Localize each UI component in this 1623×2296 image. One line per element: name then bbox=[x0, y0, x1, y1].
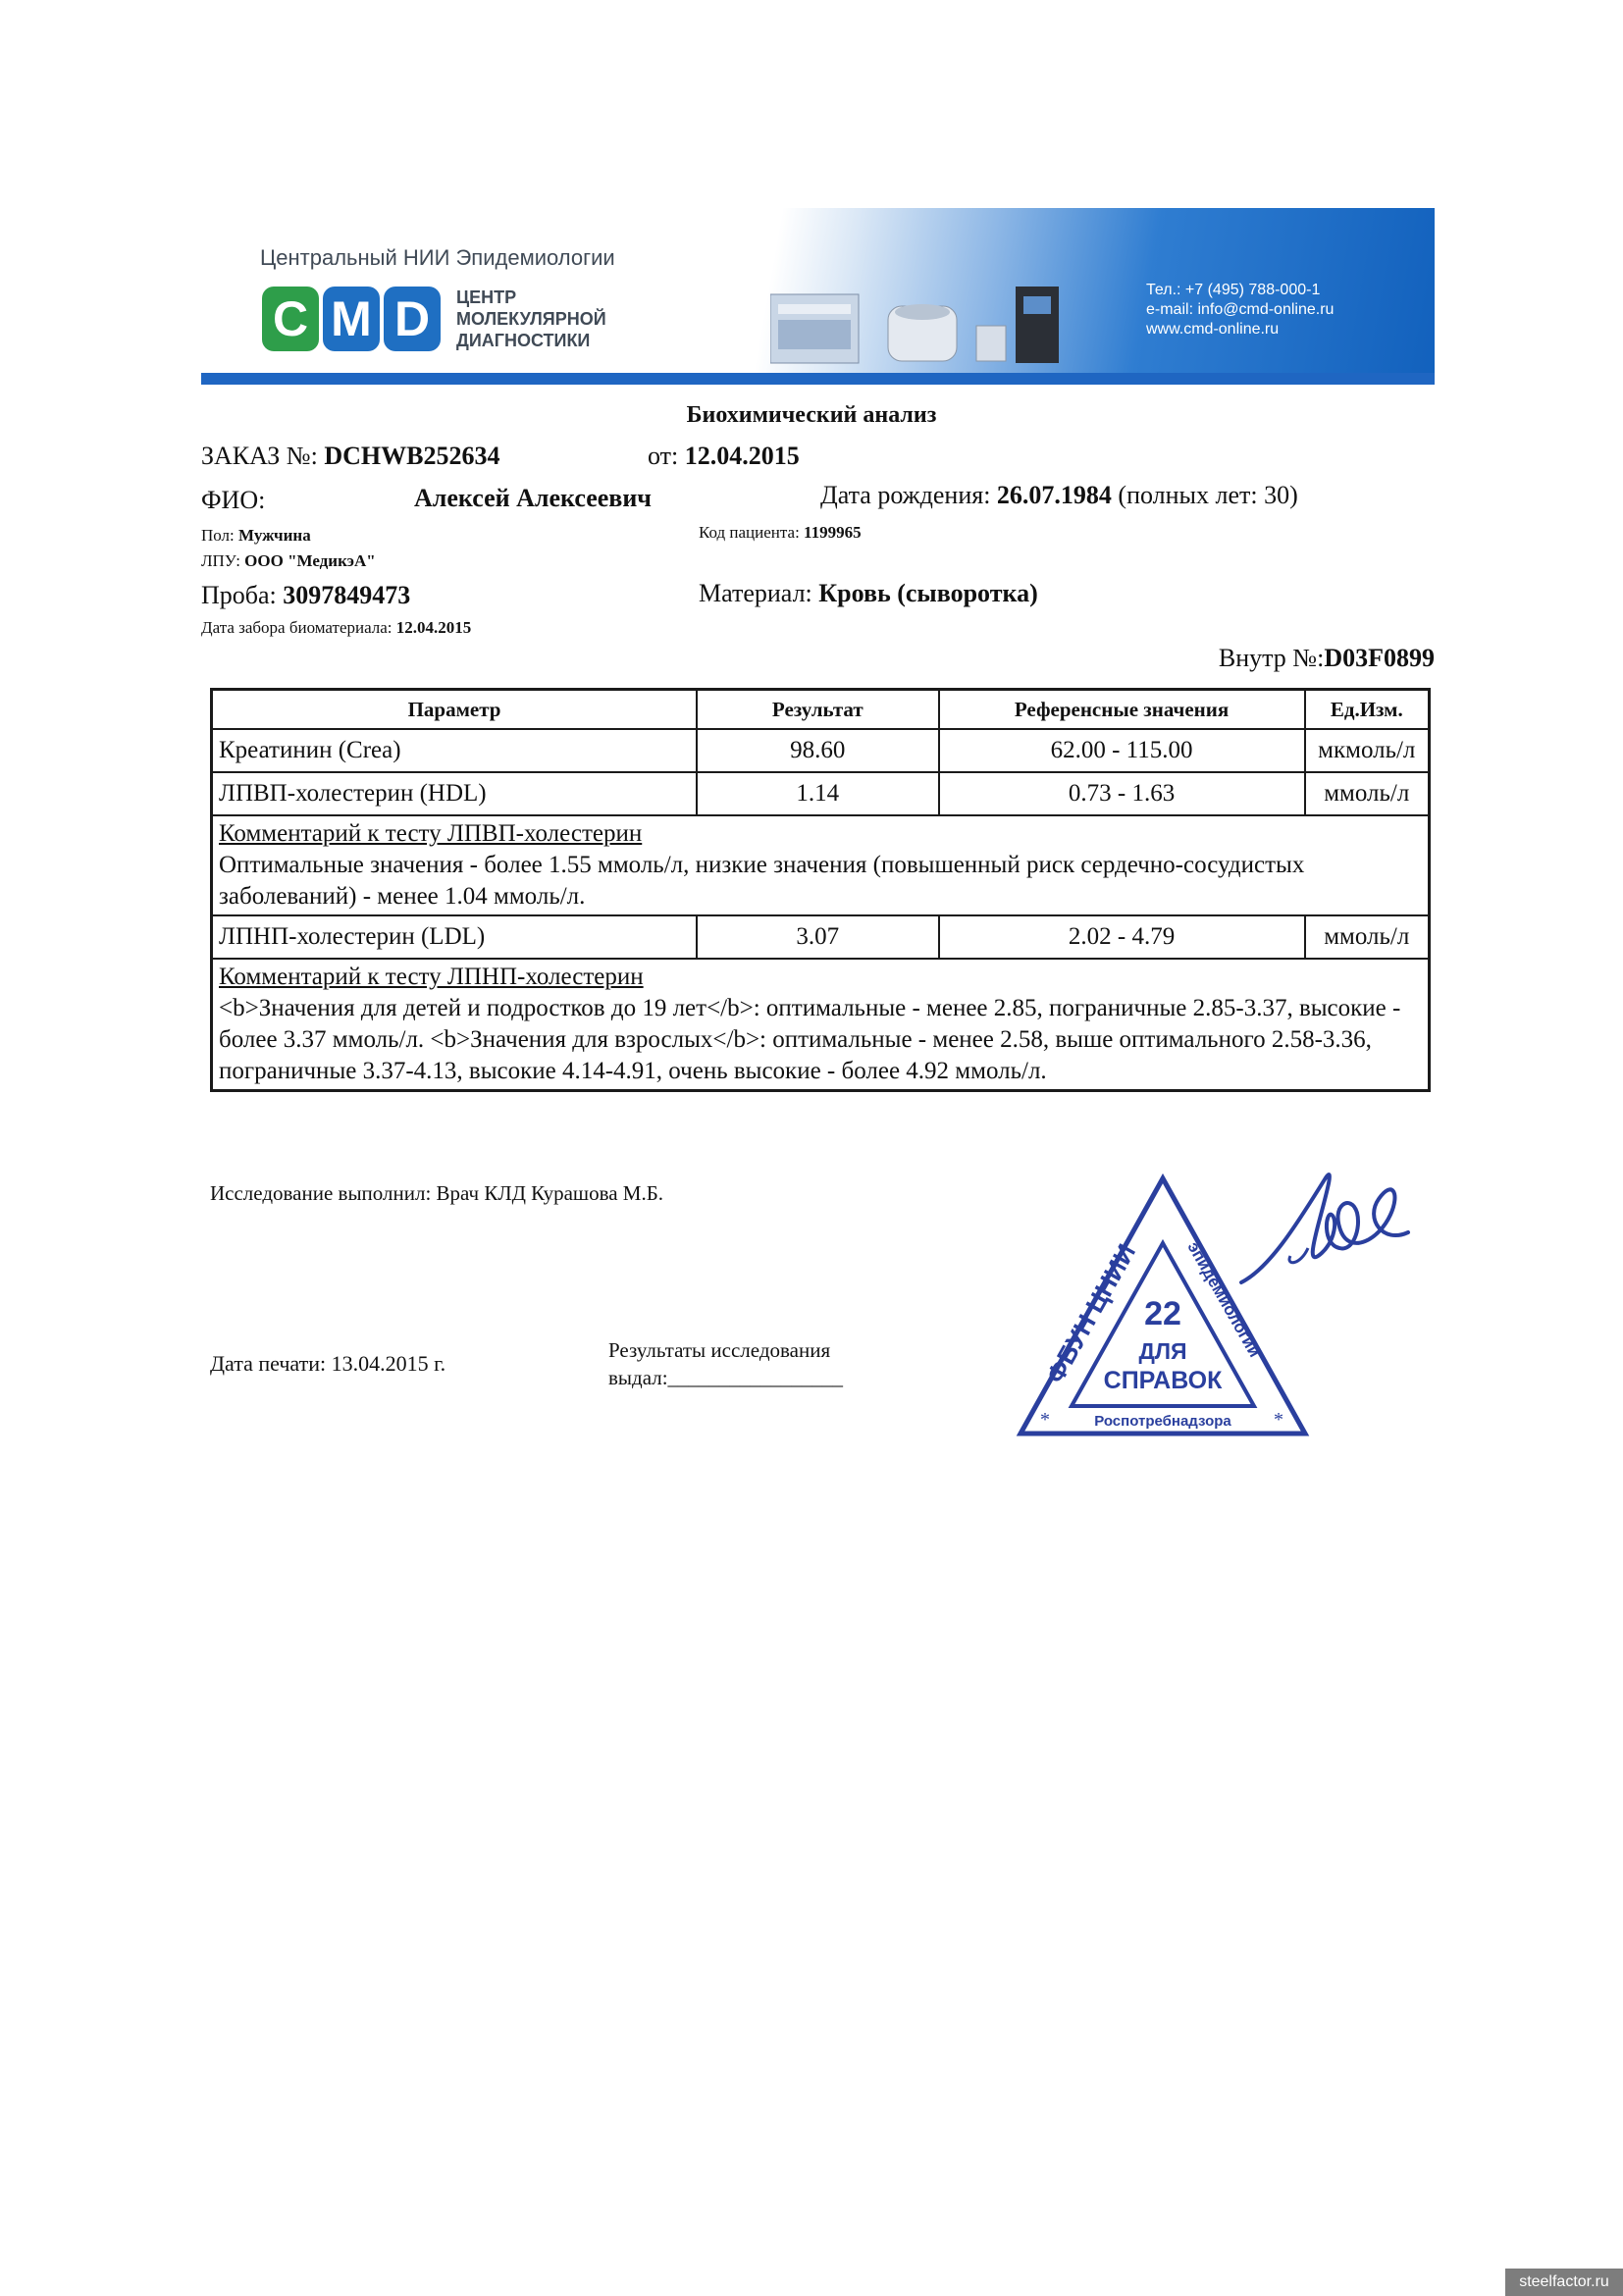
order-date-label: от: bbox=[648, 442, 679, 470]
contact-email: e-mail: info@cmd-online.ru bbox=[1146, 301, 1335, 318]
contact-website: www.cmd-online.ru bbox=[1146, 321, 1280, 338]
comment-text: Оптимальные значения - более 1.55 ммоль/л, низкие значения (повышенный риск сердечно-сосудистых заболеваний) - менее 1.04 ммоль/л. bbox=[219, 852, 1305, 910]
sample-label: Проба: bbox=[201, 581, 277, 609]
stamp-line-2: СПРАВОК bbox=[1103, 1367, 1223, 1394]
col-header-param: Параметр bbox=[212, 690, 698, 730]
col-header-unit: Ед.Изм. bbox=[1305, 690, 1430, 730]
col-header-result: Результат bbox=[697, 690, 938, 730]
logo-letter-d: D bbox=[384, 287, 441, 351]
performed-by: Исследование выполнил: Врач КЛД Курашова М.Б. bbox=[210, 1181, 664, 1205]
lpu-value: ООО "МедикэА" bbox=[244, 551, 376, 570]
center-line-1: ЦЕНТР bbox=[456, 287, 517, 307]
material-label: Материал: bbox=[699, 579, 812, 607]
collect-date: 12.04.2015 bbox=[395, 618, 472, 637]
comment-cell-ldl bbox=[212, 959, 1430, 1091]
material-line bbox=[699, 579, 1038, 608]
order-line bbox=[201, 442, 499, 471]
birth-label: Дата рождения: bbox=[820, 481, 991, 509]
contact-phone: Тел.: +7 (495) 788-000-1 bbox=[1146, 282, 1321, 298]
sample-value: 3097849473 bbox=[283, 581, 411, 609]
center-line-3: ДИАГНОСТИКИ bbox=[456, 331, 591, 350]
birth-date: 26.07.1984 bbox=[996, 481, 1112, 509]
stamp-right-text: эпидемиологии bbox=[1183, 1238, 1265, 1361]
document-title: Биохимический анализ bbox=[686, 402, 937, 428]
age-text: (полных лет: 30) bbox=[1118, 481, 1298, 509]
print-date: Дата печати: 13.04.2015 г. bbox=[210, 1351, 446, 1376]
table-row bbox=[212, 772, 1430, 815]
sample-line bbox=[201, 581, 410, 610]
birth-line bbox=[820, 481, 1298, 510]
collect-label: Дата забора биоматериала: bbox=[201, 618, 393, 637]
result-cell: 3.07 bbox=[697, 915, 938, 959]
col-header-ref: Референсные значения bbox=[939, 690, 1305, 730]
institute-name: Центральный НИИ Эпидемиологии bbox=[260, 245, 615, 270]
table-row bbox=[212, 915, 1430, 959]
ref-cell: 2.02 - 4.79 bbox=[939, 915, 1305, 959]
patient-code: 1199965 bbox=[804, 523, 862, 542]
patient-code-label: Код пациента: bbox=[699, 523, 800, 542]
stamp-left-text: ФБУН ЦНИИ bbox=[1039, 1238, 1142, 1388]
comment-text: <b>Значения для детей и подростков до 19 лет</b>: оптимальные - менее 2.85, пограничные 2.85-3.37, высокие - более 3.37 ммоль/л. <b>Значения для взрослых</b>: оптимальные - менее 2.58, выше оптимального 2.58-3.36, пограничные 3.37-4.13, высокие 4.14-4.91, очень высокие - более 4.92 ммоль/л. bbox=[219, 995, 1401, 1084]
patient-code-line bbox=[699, 523, 862, 543]
unit-cell: ммоль/л bbox=[1305, 772, 1430, 815]
stamp-star-right: * bbox=[1274, 1409, 1283, 1431]
center-name bbox=[456, 287, 606, 351]
comment-heading: Комментарий к тесту ЛПНП-холестерин bbox=[219, 964, 644, 990]
param-cell: Креатинин (Crea) bbox=[212, 729, 698, 772]
header-banner bbox=[201, 208, 1435, 385]
contacts bbox=[1146, 281, 1334, 339]
issued-block bbox=[608, 1336, 843, 1391]
collect-line bbox=[201, 618, 471, 638]
stamp-number: 22 bbox=[1144, 1295, 1181, 1332]
banner-stripe bbox=[201, 373, 1435, 385]
table-row bbox=[212, 729, 1430, 772]
lpu-line bbox=[201, 551, 376, 571]
handwritten-signature bbox=[1231, 1150, 1428, 1317]
fio-value: Алексей Алексеевич bbox=[414, 484, 652, 512]
result-cell: 98.60 bbox=[697, 729, 938, 772]
material-value: Кровь (сыворотка) bbox=[818, 579, 1038, 607]
results-table bbox=[210, 688, 1431, 1092]
logo-letter-c: C bbox=[262, 287, 319, 351]
result-cell: 1.14 bbox=[697, 772, 938, 815]
order-number: DCHWB252634 bbox=[324, 442, 500, 470]
sex-line bbox=[201, 526, 311, 546]
issued-line-2: выдал:_________________ bbox=[608, 1366, 844, 1389]
order-date-line bbox=[648, 442, 800, 471]
sex-value: Мужчина bbox=[238, 526, 311, 545]
table-header-row bbox=[212, 690, 1430, 730]
unit-cell: ммоль/л bbox=[1305, 915, 1430, 959]
stamp-bottom-text: Роспотребнадзора bbox=[1094, 1413, 1231, 1430]
comment-row bbox=[212, 815, 1430, 915]
comment-row bbox=[212, 959, 1430, 1091]
internal-number-line bbox=[1219, 644, 1435, 673]
logo-letter-m: M bbox=[323, 287, 380, 351]
order-date: 12.04.2015 bbox=[684, 442, 800, 470]
sex-label: Пол: bbox=[201, 526, 235, 545]
center-line-2: МОЛЕКУЛЯРНОЙ bbox=[456, 309, 606, 329]
internal-value: D03F0899 bbox=[1324, 644, 1435, 672]
ref-cell: 62.00 - 115.00 bbox=[939, 729, 1305, 772]
lab-equipment-image bbox=[770, 277, 1084, 375]
stamp-line-1: ДЛЯ bbox=[1138, 1338, 1187, 1364]
lpu-label: ЛПУ: bbox=[201, 551, 240, 570]
issued-line-1: Результаты исследования bbox=[608, 1338, 831, 1362]
order-label: ЗАКАЗ №: bbox=[201, 442, 318, 470]
param-cell: ЛПВП-холестерин (HDL) bbox=[212, 772, 698, 815]
ref-cell: 0.73 - 1.63 bbox=[939, 772, 1305, 815]
internal-label: Внутр №: bbox=[1218, 644, 1325, 672]
unit-cell: мкмоль/л bbox=[1305, 729, 1430, 772]
comment-cell-hdl bbox=[212, 815, 1430, 915]
comment-heading: Комментарий к тесту ЛПВП-холестерин bbox=[219, 820, 643, 847]
watermark: steelfactor.ru bbox=[1505, 2269, 1623, 2296]
fio-label: ФИО: bbox=[201, 486, 266, 514]
param-cell: ЛПНП-холестерин (LDL) bbox=[212, 915, 698, 959]
stamp-star-left: * bbox=[1040, 1409, 1050, 1431]
